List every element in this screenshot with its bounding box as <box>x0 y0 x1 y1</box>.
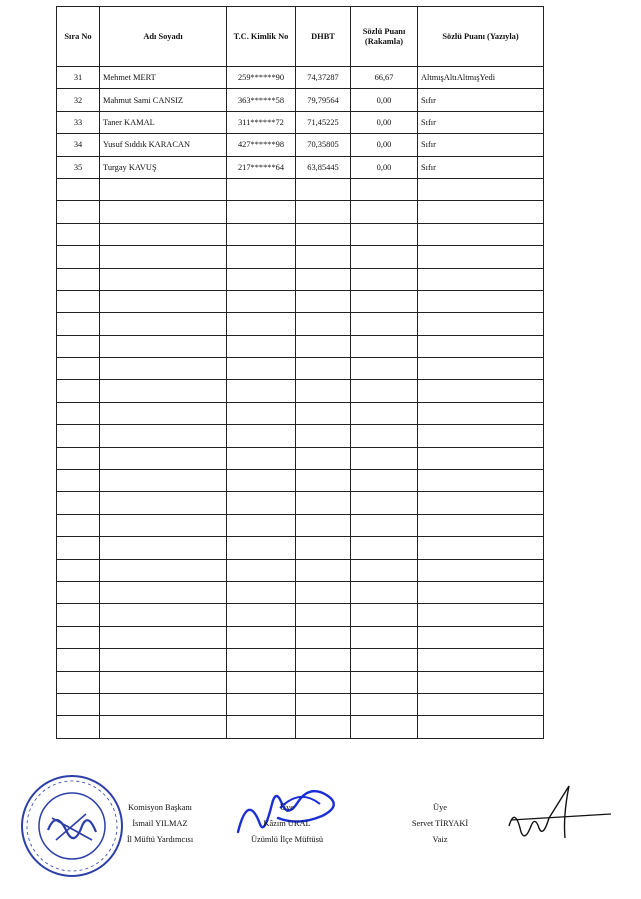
cell-tc-kimlik <box>227 402 296 424</box>
president-role: Komisyon Başkanı <box>128 803 192 812</box>
cell-sozlu-rakamla <box>351 313 418 335</box>
cell-sira-no <box>57 649 100 671</box>
cell-sira-no <box>57 470 100 492</box>
cell-sozlu-yaziyla <box>418 246 544 268</box>
table-header-row <box>57 7 544 67</box>
cell-adi-soyadi <box>100 693 227 715</box>
member2-title: Vaiz <box>432 835 448 844</box>
cell-sozlu-rakamla <box>351 447 418 469</box>
cell-sozlu-yaziyla <box>418 380 544 402</box>
cell-adi-soyadi <box>100 402 227 424</box>
table-row <box>57 67 544 89</box>
cell-dhbt <box>296 358 351 380</box>
table-row-empty <box>57 604 544 626</box>
table-row-empty <box>57 447 544 469</box>
cell-tc-kimlik: 259******90 <box>227 67 296 89</box>
cell-sozlu-rakamla <box>351 604 418 626</box>
table-row-empty <box>57 649 544 671</box>
cell-sozlu-rakamla: 0,00 <box>351 89 418 111</box>
cell-adi-soyadi <box>100 223 227 245</box>
table-row-empty <box>57 537 544 559</box>
cell-sozlu-yaziyla <box>418 537 544 559</box>
cell-sozlu-yaziyla <box>418 335 544 357</box>
score-table <box>56 6 544 739</box>
cell-tc-kimlik <box>227 626 296 648</box>
cell-tc-kimlik <box>227 313 296 335</box>
cell-sozlu-yaziyla <box>418 268 544 290</box>
cell-sozlu-yaziyla <box>418 290 544 312</box>
cell-dhbt <box>296 402 351 424</box>
table-row-empty <box>57 581 544 603</box>
cell-adi-soyadi: Turgay KAVUŞ <box>100 156 227 178</box>
cell-sira-no <box>57 201 100 223</box>
table-row-empty <box>57 358 544 380</box>
cell-dhbt <box>296 626 351 648</box>
cell-sozlu-rakamla <box>351 425 418 447</box>
cell-sira-no: 34 <box>57 134 100 156</box>
cell-adi-soyadi: Mahmut Sami CANSIZ <box>100 89 227 111</box>
cell-sozlu-yaziyla <box>418 649 544 671</box>
cell-sozlu-yaziyla <box>418 559 544 581</box>
cell-sozlu-yaziyla <box>418 425 544 447</box>
cell-sozlu-yaziyla <box>418 470 544 492</box>
cell-tc-kimlik <box>227 693 296 715</box>
cell-dhbt <box>296 693 351 715</box>
table-row-empty <box>57 425 544 447</box>
cell-sira-no <box>57 581 100 603</box>
cell-adi-soyadi <box>100 649 227 671</box>
cell-sozlu-rakamla <box>351 470 418 492</box>
cell-sozlu-yaziyla: AltmışAltıAltmışYedi <box>418 67 544 89</box>
member2-handwritten-signature <box>505 778 615 858</box>
cell-sozlu-yaziyla: Sıfır <box>418 111 544 133</box>
cell-adi-soyadi <box>100 290 227 312</box>
cell-adi-soyadi <box>100 537 227 559</box>
cell-dhbt <box>296 581 351 603</box>
cell-dhbt <box>296 290 351 312</box>
cell-sozlu-yaziyla <box>418 581 544 603</box>
table-row-empty <box>57 716 544 738</box>
signature-block-member1 <box>232 800 342 848</box>
table-row-empty <box>57 246 544 268</box>
cell-sira-no <box>57 492 100 514</box>
cell-tc-kimlik <box>227 201 296 223</box>
cell-sozlu-yaziyla <box>418 514 544 536</box>
header-adi-soyadi: Adı Soyadı <box>100 7 227 67</box>
cell-dhbt: 71,45225 <box>296 111 351 133</box>
cell-sozlu-rakamla <box>351 581 418 603</box>
cell-sira-no <box>57 537 100 559</box>
cell-sozlu-rakamla <box>351 559 418 581</box>
cell-sozlu-yaziyla: Sıfır <box>418 134 544 156</box>
cell-adi-soyadi <box>100 604 227 626</box>
cell-dhbt <box>296 671 351 693</box>
member1-name: Kâzım URAL <box>263 819 311 828</box>
cell-sira-no <box>57 290 100 312</box>
cell-sozlu-rakamla <box>351 358 418 380</box>
cell-sozlu-yaziyla <box>418 313 544 335</box>
cell-sozlu-yaziyla <box>418 358 544 380</box>
cell-sozlu-rakamla <box>351 693 418 715</box>
cell-sozlu-rakamla <box>351 178 418 200</box>
cell-sozlu-rakamla <box>351 380 418 402</box>
table-row-empty <box>57 178 544 200</box>
cell-dhbt <box>296 380 351 402</box>
cell-sozlu-rakamla <box>351 201 418 223</box>
cell-sozlu-rakamla <box>351 402 418 424</box>
cell-adi-soyadi: Yusuf Sıddık KARACAN <box>100 134 227 156</box>
cell-adi-soyadi <box>100 425 227 447</box>
table-row-empty <box>57 380 544 402</box>
cell-dhbt <box>296 604 351 626</box>
cell-sira-no <box>57 358 100 380</box>
cell-dhbt <box>296 447 351 469</box>
table-row-empty <box>57 290 544 312</box>
cell-sozlu-yaziyla <box>418 492 544 514</box>
table-row-empty <box>57 693 544 715</box>
cell-adi-soyadi <box>100 716 227 738</box>
cell-adi-soyadi <box>100 380 227 402</box>
cell-sira-no: 31 <box>57 67 100 89</box>
cell-adi-soyadi <box>100 268 227 290</box>
cell-dhbt <box>296 425 351 447</box>
cell-dhbt <box>296 537 351 559</box>
cell-adi-soyadi <box>100 671 227 693</box>
header-sira-no: Sıra No <box>57 7 100 67</box>
cell-sozlu-rakamla: 0,00 <box>351 134 418 156</box>
table-row <box>57 134 544 156</box>
cell-sira-no <box>57 335 100 357</box>
cell-adi-soyadi: Taner KAMAL <box>100 111 227 133</box>
header-sozlu-yaziyla: Sözlü Puanı (Yazıyla) <box>418 7 544 67</box>
table-row-empty <box>57 313 544 335</box>
cell-adi-soyadi <box>100 581 227 603</box>
cell-adi-soyadi <box>100 201 227 223</box>
cell-sozlu-rakamla <box>351 246 418 268</box>
cell-tc-kimlik: 311******72 <box>227 111 296 133</box>
score-table-sheet <box>56 6 543 739</box>
cell-tc-kimlik: 217******64 <box>227 156 296 178</box>
cell-sozlu-yaziyla <box>418 223 544 245</box>
cell-sozlu-rakamla <box>351 268 418 290</box>
cell-sira-no: 32 <box>57 89 100 111</box>
cell-sira-no <box>57 178 100 200</box>
cell-sozlu-rakamla <box>351 649 418 671</box>
member1-title: Üzümlü İlçe Müftüsü <box>250 835 324 844</box>
cell-sozlu-rakamla: 0,00 <box>351 111 418 133</box>
official-seal-stamp <box>18 770 126 882</box>
cell-tc-kimlik <box>227 537 296 559</box>
cell-tc-kimlik <box>227 246 296 268</box>
cell-sozlu-rakamla <box>351 514 418 536</box>
cell-dhbt <box>296 178 351 200</box>
member1-role: Üye <box>280 803 294 812</box>
cell-tc-kimlik <box>227 268 296 290</box>
cell-dhbt <box>296 514 351 536</box>
cell-adi-soyadi <box>100 335 227 357</box>
table-row-empty <box>57 671 544 693</box>
cell-sozlu-yaziyla: Sıfır <box>418 89 544 111</box>
member2-role: Üye <box>433 803 447 812</box>
cell-dhbt: 79,79564 <box>296 89 351 111</box>
cell-sira-no <box>57 626 100 648</box>
cell-sozlu-rakamla <box>351 671 418 693</box>
cell-adi-soyadi <box>100 447 227 469</box>
cell-sozlu-rakamla <box>351 290 418 312</box>
cell-adi-soyadi <box>100 358 227 380</box>
cell-tc-kimlik <box>227 380 296 402</box>
cell-adi-soyadi <box>100 313 227 335</box>
cell-adi-soyadi <box>100 492 227 514</box>
cell-sozlu-yaziyla <box>418 604 544 626</box>
cell-dhbt <box>296 716 351 738</box>
table-row-empty <box>57 268 544 290</box>
table-row-empty <box>57 626 544 648</box>
cell-tc-kimlik <box>227 335 296 357</box>
cell-sozlu-rakamla <box>351 716 418 738</box>
cell-sozlu-rakamla <box>351 626 418 648</box>
cell-sozlu-yaziyla <box>418 178 544 200</box>
cell-dhbt <box>296 223 351 245</box>
cell-tc-kimlik <box>227 290 296 312</box>
table-row-empty <box>57 402 544 424</box>
cell-tc-kimlik <box>227 492 296 514</box>
cell-sozlu-rakamla <box>351 223 418 245</box>
cell-dhbt: 70,35805 <box>296 134 351 156</box>
cell-dhbt <box>296 246 351 268</box>
cell-sozlu-yaziyla <box>418 402 544 424</box>
cell-dhbt <box>296 313 351 335</box>
signature-block-member2 <box>390 800 490 848</box>
table-row-empty <box>57 335 544 357</box>
cell-sozlu-yaziyla: Sıfır <box>418 156 544 178</box>
cell-sira-no <box>57 313 100 335</box>
cell-dhbt: 63,85445 <box>296 156 351 178</box>
cell-adi-soyadi <box>100 470 227 492</box>
cell-sira-no <box>57 514 100 536</box>
cell-tc-kimlik <box>227 514 296 536</box>
cell-sozlu-rakamla <box>351 537 418 559</box>
cell-sira-no <box>57 671 100 693</box>
cell-tc-kimlik <box>227 604 296 626</box>
cell-sozlu-yaziyla <box>418 201 544 223</box>
cell-dhbt <box>296 470 351 492</box>
header-dhbt: DHBT <box>296 7 351 67</box>
cell-sira-no <box>57 604 100 626</box>
table-row-empty <box>57 492 544 514</box>
cell-adi-soyadi <box>100 514 227 536</box>
cell-dhbt <box>296 335 351 357</box>
cell-tc-kimlik: 363******58 <box>227 89 296 111</box>
cell-sira-no <box>57 559 100 581</box>
cell-sira-no <box>57 223 100 245</box>
signature-block-president <box>112 800 208 848</box>
cell-tc-kimlik <box>227 425 296 447</box>
header-sozlu-rakamla: Sözlü Puanı (Rakamla) <box>351 7 418 67</box>
president-title: İl Müftü Yardımcısı <box>126 835 194 844</box>
cell-sozlu-rakamla: 66,67 <box>351 67 418 89</box>
cell-sozlu-yaziyla <box>418 671 544 693</box>
cell-sira-no <box>57 246 100 268</box>
cell-adi-soyadi <box>100 559 227 581</box>
cell-sira-no <box>57 693 100 715</box>
header-tc-kimlik: T.C. Kimlik No <box>227 7 296 67</box>
cell-adi-soyadi <box>100 246 227 268</box>
table-row <box>57 111 544 133</box>
cell-tc-kimlik <box>227 649 296 671</box>
cell-sira-no <box>57 425 100 447</box>
cell-sira-no <box>57 716 100 738</box>
cell-tc-kimlik <box>227 358 296 380</box>
cell-tc-kimlik <box>227 559 296 581</box>
cell-dhbt <box>296 268 351 290</box>
cell-tc-kimlik <box>227 178 296 200</box>
cell-tc-kimlik <box>227 716 296 738</box>
cell-sozlu-yaziyla <box>418 447 544 469</box>
president-name: İsmail YILMAZ <box>132 819 188 828</box>
cell-dhbt <box>296 201 351 223</box>
table-row-empty <box>57 470 544 492</box>
cell-tc-kimlik <box>227 581 296 603</box>
cell-adi-soyadi <box>100 178 227 200</box>
cell-sira-no <box>57 380 100 402</box>
member2-name: Servet TİRYAKİ <box>411 819 469 828</box>
table-row <box>57 156 544 178</box>
cell-dhbt <box>296 559 351 581</box>
cell-dhbt <box>296 649 351 671</box>
table-row-empty <box>57 559 544 581</box>
cell-sozlu-yaziyla <box>418 626 544 648</box>
cell-adi-soyadi <box>100 626 227 648</box>
cell-sira-no <box>57 402 100 424</box>
cell-sira-no: 35 <box>57 156 100 178</box>
table-row-empty <box>57 514 544 536</box>
cell-tc-kimlik <box>227 223 296 245</box>
cell-sozlu-yaziyla <box>418 693 544 715</box>
cell-sira-no: 33 <box>57 111 100 133</box>
cell-tc-kimlik: 427******98 <box>227 134 296 156</box>
cell-sozlu-yaziyla <box>418 716 544 738</box>
cell-tc-kimlik <box>227 470 296 492</box>
cell-sozlu-rakamla: 0,00 <box>351 156 418 178</box>
cell-tc-kimlik <box>227 447 296 469</box>
cell-sozlu-rakamla <box>351 492 418 514</box>
cell-dhbt <box>296 492 351 514</box>
cell-tc-kimlik <box>227 671 296 693</box>
cell-sozlu-rakamla <box>351 335 418 357</box>
cell-sira-no <box>57 447 100 469</box>
table-row-empty <box>57 223 544 245</box>
cell-dhbt: 74,37287 <box>296 67 351 89</box>
table-row-empty <box>57 201 544 223</box>
table-row <box>57 89 544 111</box>
cell-adi-soyadi: Mehmet MERT <box>100 67 227 89</box>
cell-sira-no <box>57 268 100 290</box>
